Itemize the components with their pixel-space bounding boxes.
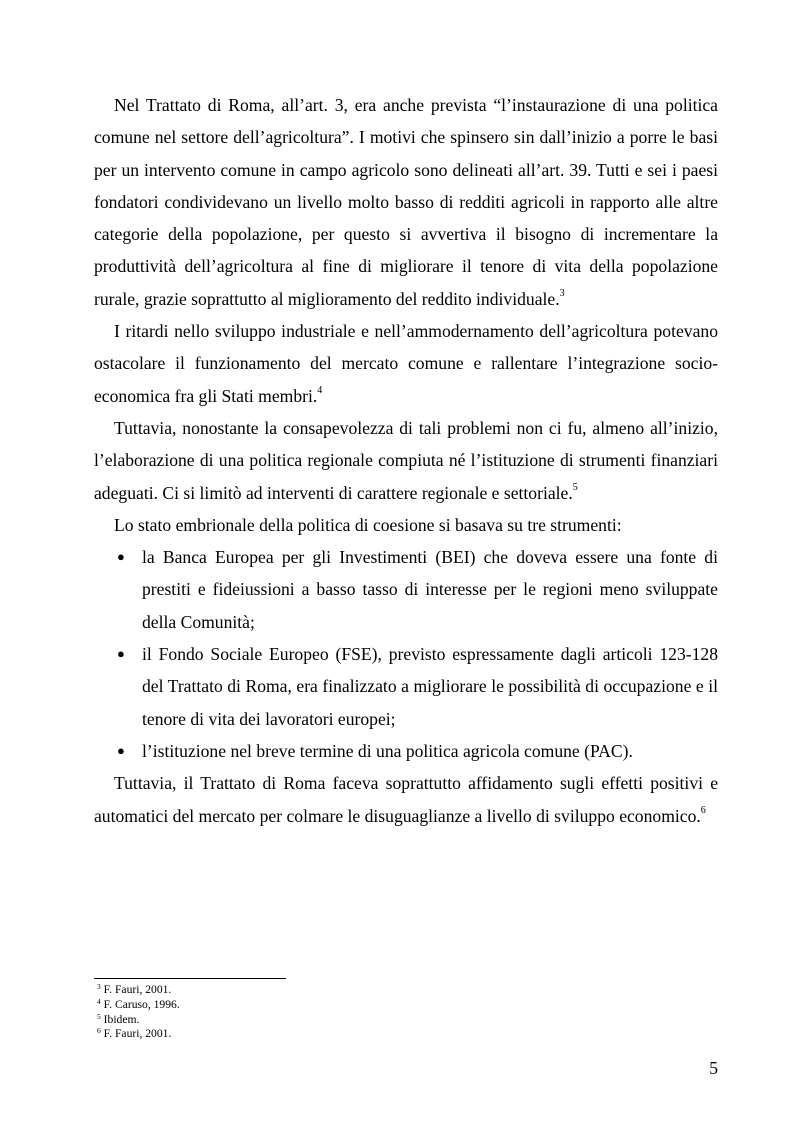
- list-item-text: l’istituzione nel breve termine di una politica agricola comune (PAC).: [142, 740, 633, 761]
- footnote-text: F. Fauri, 2001.: [103, 1027, 172, 1041]
- paragraph-4: [94, 509, 718, 541]
- paragraph-1: [94, 89, 718, 315]
- footnote-ref-3: 3: [559, 287, 565, 299]
- footnote-text: Ibidem.: [103, 1012, 140, 1026]
- footnote: [94, 998, 594, 1013]
- footnote-text: F. Caruso, 1996.: [103, 997, 180, 1011]
- page-number: 5: [709, 1058, 718, 1078]
- list-item-text: il Fondo Sociale Europeo (FSE), previsto espressamente dagli articoli 123-128 del Trattato di Roma, era finalizzato a migliorare le possibilità di occupazione e il tenore di vita dei lavoratori europei;: [142, 644, 718, 729]
- footnote-number: 4: [97, 996, 101, 1006]
- instruments-list: [94, 541, 718, 767]
- paragraph-3-text: Tuttavia, nonostante la consapevolezza di tali problemi non ci fu, almeno all’inizio, l’elaborazione di una politica regionale compiuta né l’istituzione di strumenti finanziari adeguati. Ci si limitò ad interventi di carattere regionale e settoriale.: [94, 417, 718, 503]
- paragraph-4-text: Lo stato embrionale della politica di coesione si basava su tre strumenti:: [114, 514, 622, 535]
- footnote: [94, 983, 594, 998]
- footnote-number: 5: [97, 1011, 101, 1021]
- footnote-number: 3: [97, 982, 101, 991]
- bullet-icon: ●: [117, 646, 125, 662]
- paragraph-2-text: I ritardi nello sviluppo industriale e nell’ammodernamento dell’agricoltura potevano ostacolare il funzionamento del mercato comune e rallentare l’integrazione socio-economica fra gli Stati membri.: [94, 321, 718, 406]
- list-item: [117, 735, 718, 767]
- bullet-icon: ●: [117, 549, 125, 565]
- footnote: [94, 1013, 594, 1028]
- footnotes: [94, 983, 594, 1042]
- footnote-ref-5: 5: [572, 481, 578, 493]
- list-item: [117, 638, 718, 735]
- paragraph-closing: [94, 767, 718, 832]
- paragraph-1-text: Nel Trattato di Roma, all’art. 3, era anche prevista “l’instaurazione di una politica comune nel settore dell’agricoltura”. I motivi che spinsero sin dall’inizio a porre le basi per un intervento comune in campo agricolo sono delineati all’art. 39. Tutti e sei i paesi fondatori condividevano un livello molto basso di redditi agricoli in rapporto alle altre categorie della popolazione, per questo si avvertiva il bisogno di incrementare la produttività dell’agricoltura al fine di migliorare il tenore di vita della popolazione rurale, grazie soprattutto al miglioramento del reddito individuale.: [94, 95, 718, 309]
- paragraph-2: [94, 315, 718, 412]
- footnote-text: F. Fauri, 2001.: [103, 983, 172, 996]
- footnote-ref-6: 6: [700, 804, 706, 816]
- footnote-ref-4: 4: [317, 384, 323, 396]
- footnote-separator: [94, 978, 286, 979]
- bullet-icon: ●: [117, 742, 125, 758]
- list-item: [117, 541, 718, 638]
- paragraph-3: [94, 412, 718, 509]
- list-item-text: la Banca Europea per gli Investimenti (BEI) che doveva essere una fonte di prestiti e fideiussioni a basso tasso di interesse per le regioni meno sviluppate della Comunità;: [142, 547, 718, 632]
- footnote: [94, 1027, 594, 1042]
- body-text: [94, 89, 718, 832]
- footnote-number: 6: [97, 1026, 101, 1036]
- paragraph-closing-text: Tuttavia, il Trattato di Roma faceva soprattutto affidamento sugli effetti positivi e automatici del mercato per colmare le disuguaglianze a livello di sviluppo economico.: [94, 773, 718, 826]
